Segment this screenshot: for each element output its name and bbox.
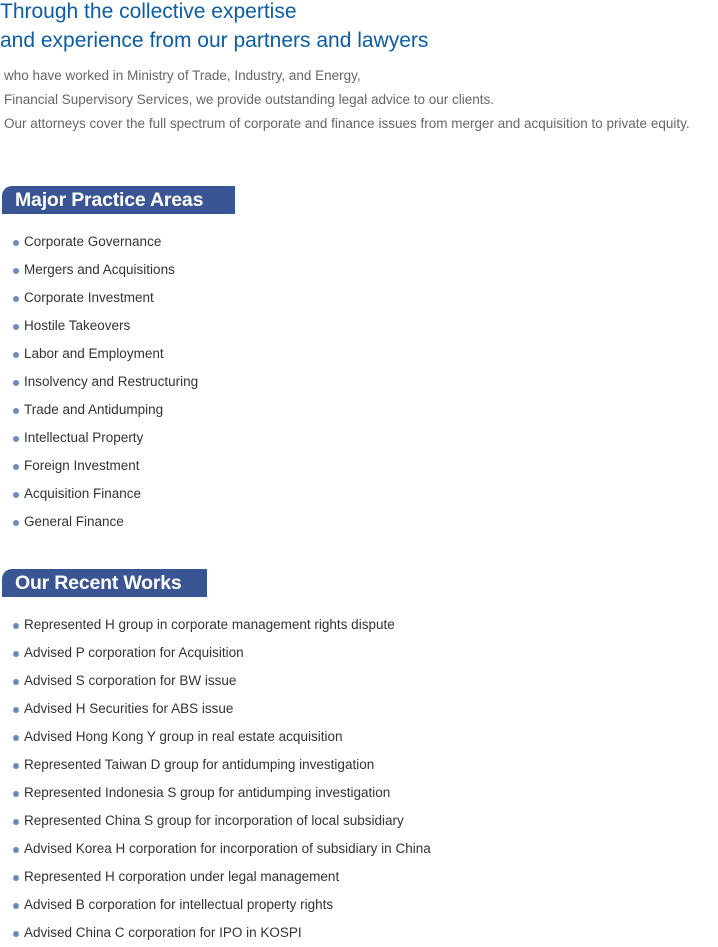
bullet-dot-icon: [13, 707, 19, 713]
practice-area-item: [13, 480, 198, 508]
recent-works-title: Our Recent Works: [2, 569, 207, 597]
bullet-dot-icon: [13, 931, 19, 937]
headline: [0, 0, 428, 55]
recent-work-item: [13, 695, 431, 723]
bullet-dot-icon: [13, 352, 19, 358]
recent-work-item-label: Represented Indonesia S group for antidumping investigation: [24, 785, 391, 800]
recent-work-item-label: Advised B corporation for intellectual property rights: [24, 897, 334, 912]
intro-paragraph: [4, 64, 690, 136]
recent-work-item-label: Advised Korea H corporation for incorporation of subsidiary in China: [24, 841, 431, 856]
recent-work-item-label: Represented Taiwan D group for antidumping investigation: [24, 757, 375, 772]
practice-area-item-label: Hostile Takeovers: [24, 318, 131, 333]
recent-work-item: [13, 919, 431, 947]
intro-line-1: who have worked in Ministry of Trade, Industry, and Energy,: [4, 68, 361, 83]
practice-area-item: [13, 452, 198, 480]
practice-area-item-label: Foreign Investment: [24, 458, 140, 473]
practice-area-item-label: Mergers and Acquisitions: [24, 262, 175, 277]
recent-work-item-label: Represented H corporation under legal management: [24, 869, 340, 884]
practice-area-item-label: Intellectual Property: [24, 430, 144, 445]
practice-area-item: [13, 424, 198, 452]
bullet-dot-icon: [13, 296, 19, 302]
bullet-dot-icon: [13, 464, 19, 470]
practice-area-item: [13, 508, 198, 536]
intro-line-3: Our attorneys cover the full spectrum of corporate and finance issues from merger and acquisition to private equity.: [4, 116, 690, 131]
practice-area-item-label: Corporate Investment: [24, 290, 154, 305]
bullet-dot-icon: [13, 240, 19, 246]
bullet-dot-icon: [13, 380, 19, 386]
bullet-dot-icon: [13, 791, 19, 797]
bullet-dot-icon: [13, 847, 19, 853]
practice-area-item-label: Insolvency and Restructuring: [24, 374, 199, 389]
recent-work-item: [13, 611, 431, 639]
recent-work-item: [13, 807, 431, 835]
recent-work-item: [13, 779, 431, 807]
bullet-dot-icon: [13, 903, 19, 909]
bullet-dot-icon: [13, 492, 19, 498]
bullet-dot-icon: [13, 436, 19, 442]
practice-area-item: [13, 396, 198, 424]
recent-work-item: [13, 723, 431, 751]
recent-work-item: [13, 863, 431, 891]
bullet-dot-icon: [13, 268, 19, 274]
bullet-dot-icon: [13, 623, 19, 629]
bullet-dot-icon: [13, 679, 19, 685]
recent-work-item-label: Advised H Securities for ABS issue: [24, 701, 234, 716]
bullet-dot-icon: [13, 408, 19, 414]
practice-area-item: [13, 368, 198, 396]
practice-area-item-label: Acquisition Finance: [24, 486, 142, 501]
practice-areas-list: [13, 228, 198, 536]
bullet-dot-icon: [13, 735, 19, 741]
practice-area-item: [13, 284, 198, 312]
recent-work-item: [13, 751, 431, 779]
practice-area-item-label: Labor and Employment: [24, 346, 164, 361]
bullet-dot-icon: [13, 324, 19, 330]
recent-works-list: [13, 611, 431, 947]
practice-area-item: [13, 312, 198, 340]
recent-work-item: [13, 667, 431, 695]
headline-line-2: and experience from our partners and lawyers: [0, 29, 429, 52]
bullet-dot-icon: [13, 763, 19, 769]
recent-work-item-label: Represented China S group for incorporation of local subsidiary: [24, 813, 404, 828]
bullet-dot-icon: [13, 520, 19, 526]
bullet-dot-icon: [13, 875, 19, 881]
recent-work-item: [13, 835, 431, 863]
recent-work-item-label: Advised China C corporation for IPO in KOSPI: [24, 925, 302, 940]
bullet-dot-icon: [13, 819, 19, 825]
practice-area-item: [13, 228, 198, 256]
recent-work-item: [13, 891, 431, 919]
recent-work-item: [13, 639, 431, 667]
practice-area-item: [13, 340, 198, 368]
headline-line-1: Through the collective expertise: [0, 0, 297, 23]
recent-work-item-label: Represented H group in corporate management rights dispute: [24, 617, 395, 632]
intro-line-2: Financial Supervisory Services, we provide outstanding legal advice to our clients.: [4, 92, 495, 107]
recent-work-item-label: Advised S corporation for BW issue: [24, 673, 237, 688]
practice-area-item: [13, 256, 198, 284]
practice-area-item-label: Trade and Antidumping: [24, 402, 164, 417]
recent-work-item-label: Advised Hong Kong Y group in real estate acquisition: [24, 729, 343, 744]
practice-area-item-label: Corporate Governance: [24, 234, 162, 249]
bullet-dot-icon: [13, 651, 19, 657]
recent-work-item-label: Advised P corporation for Acquisition: [24, 645, 244, 660]
practice-areas-title: Major Practice Areas: [2, 186, 235, 214]
practice-area-item-label: General Finance: [24, 514, 124, 529]
